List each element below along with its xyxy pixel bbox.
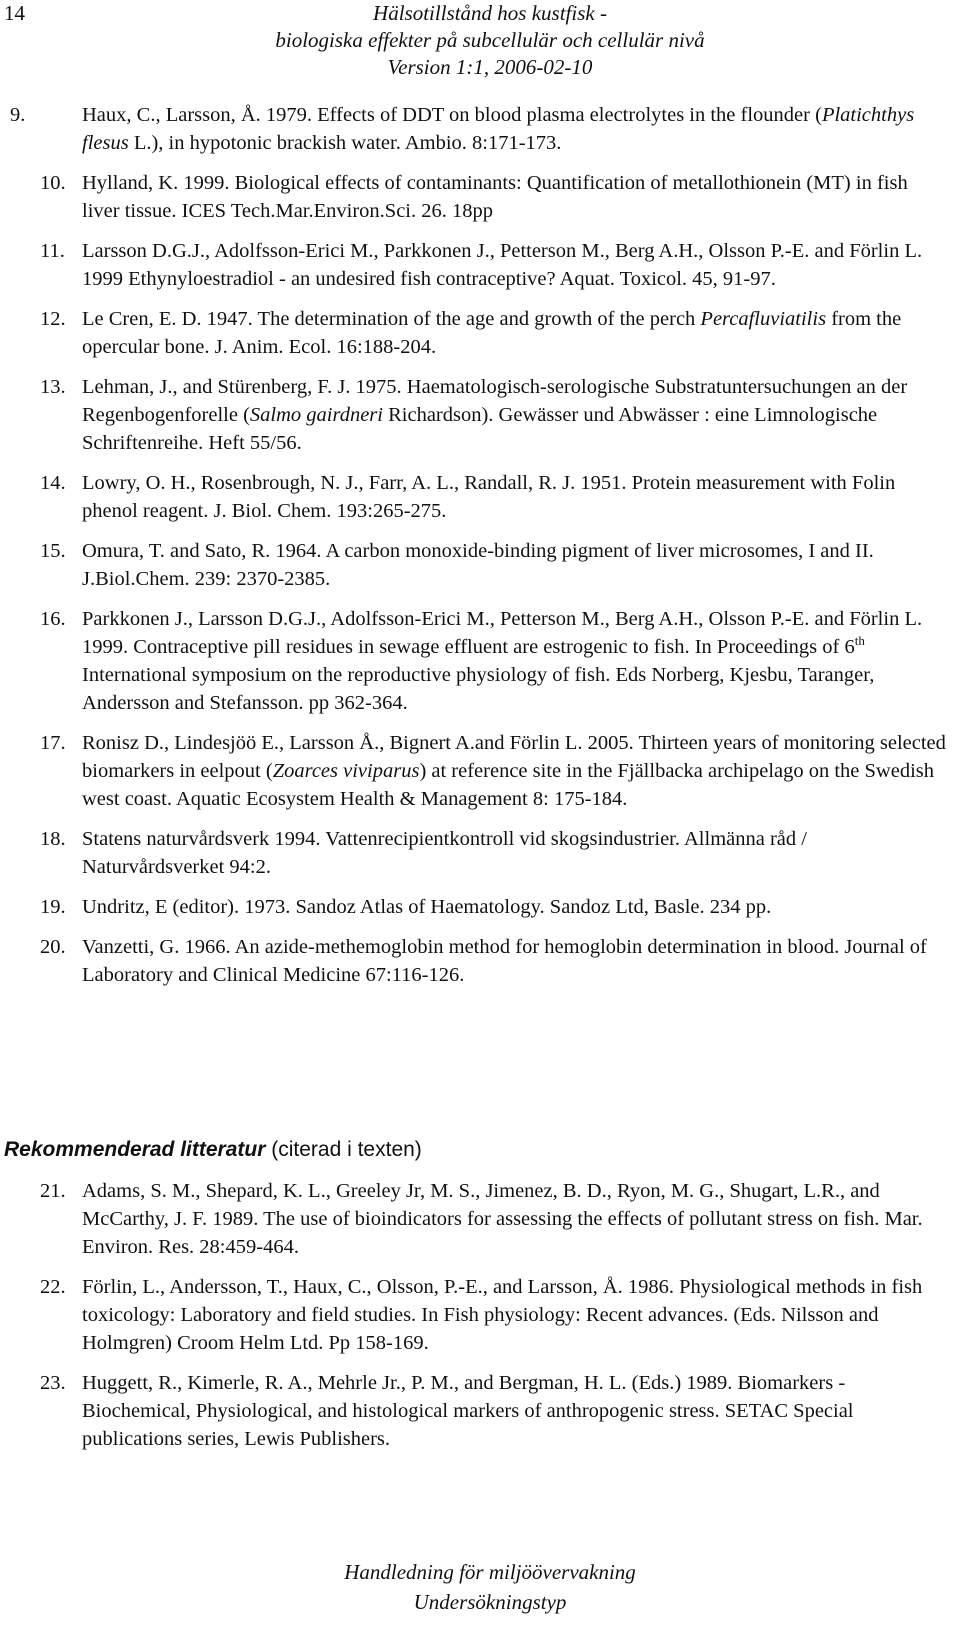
reference-item xyxy=(0,169,950,225)
header-title: Hälsotillstånd hos kustfisk - xyxy=(373,1,607,25)
reference-text: Lowry, O. H., Rosenbrough, N. J., Farr, A. L., Randall, R. J. 1951. Protein measurement with Folin phenol reagent. J. Biol. Chem. 193:265-275. xyxy=(82,472,896,522)
reference-item xyxy=(0,469,950,525)
reference-text: Förlin, L., Andersson, T., Haux, C., Olsson, P.-E., and Larsson, Å. 1986. Physiological methods in fish toxicology: Laboratory and field studies. In Fish physiology: Recent advances. (Eds. Nilsson and Holmgren) Croom Helm Ltd. Pp 158-169. xyxy=(82,1276,923,1354)
reference-number: 19. xyxy=(40,896,66,918)
reference-number: 20. xyxy=(40,936,66,958)
reference-number: 10. xyxy=(40,172,66,194)
section-heading-bold: Rekommenderad litteratur xyxy=(4,1138,266,1161)
footer-line-1: Handledning för miljöövervakning xyxy=(344,1560,636,1584)
reference-item xyxy=(0,1273,950,1357)
reference-item xyxy=(0,729,950,813)
reference-text: Parkkonen J., Larsson D.G.J., Adolfsson-Erici M., Petterson M., Berg A.H., Olsson P.-E. and Förlin L. 1999. Contraceptive pill residues in sewage effluent are estrogenic to fish. In Proceedings of 6th International symposium on the reproductive physiology of fish. Eds Norberg, Kjesbu, Taranger, Andersson and Stefansson. pp 362-364. xyxy=(82,608,923,714)
reference-list xyxy=(0,101,950,989)
header-subtitle: biologiska effekter på subcellulär och cellulär nivå xyxy=(275,28,705,52)
reference-number: 21. xyxy=(40,1180,66,1202)
reference-item xyxy=(0,825,950,881)
reference-number: 13. xyxy=(40,376,66,398)
footer-line-2: Undersökningstyp xyxy=(413,1590,567,1614)
page-number: 14 xyxy=(4,1,25,25)
reference-number: 15. xyxy=(40,540,66,562)
reference-item xyxy=(0,893,950,921)
reference-number: 16. xyxy=(40,608,66,630)
reference-text: Hylland, K. 1999. Biological effects of contaminants: Quantification of metallothionein (MT) in fish liver tissue. ICES Tech.Mar.Environ.Sci. 26. 18pp xyxy=(82,172,908,222)
reference-item xyxy=(0,537,950,593)
reference-item xyxy=(0,933,950,989)
reference-item xyxy=(0,605,950,717)
reference-number: 11. xyxy=(40,240,65,262)
reference-number: 18. xyxy=(40,828,66,850)
reference-item xyxy=(0,1177,950,1261)
section-heading-rest: (citerad i texten) xyxy=(265,1138,422,1161)
reference-text: Le Cren, E. D. 1947. The determination of the age and growth of the perch Percafluviatilis from the opercular bone. J. Anim. Ecol. 16:188-204. xyxy=(82,308,902,358)
reference-text: Larsson D.G.J., Adolfsson-Erici M., Parkkonen J., Petterson M., Berg A.H., Olsson P.-E. and Förlin L. 1999 Ethynyloestradiol - an undesired fish contraceptive? Aquat. Toxicol. 45, 91-97. xyxy=(82,240,923,290)
reference-number: 9. xyxy=(10,104,26,126)
reference-text: Statens naturvårdsverk 1994. Vattenrecipientkontroll vid skogsindustrier. Allmänna råd / Naturvårdsverket 94:2. xyxy=(82,828,807,878)
header-version: Version 1:1, 2006-02-10 xyxy=(387,55,593,79)
reference-item xyxy=(0,305,950,361)
reference-text: Vanzetti, G. 1966. An azide-methemoglobin method for hemoglobin determination in blood. Journal of Laboratory and Clinical Medicine 67:116-126. xyxy=(82,936,927,986)
reference-text: Omura, T. and Sato, R. 1964. A carbon monoxide-binding pigment of liver microsomes, I and II. J.Biol.Chem. 239: 2370-2385. xyxy=(82,540,874,590)
reference-number: 22. xyxy=(40,1276,66,1298)
page-header xyxy=(260,0,720,81)
reference-item xyxy=(0,101,950,157)
reference-text: Adams, S. M., Shepard, K. L., Greeley Jr, M. S., Jimenez, B. D., Ryon, M. G., Shugart, L.R., and McCarthy, J. F. 1989. The use of bioindicators for assessing the effects of pollutant stress on fish. Mar. Environ. Res. 28:459-464. xyxy=(82,1180,923,1258)
reference-text: Huggett, R., Kimerle, R. A., Mehrle Jr., P. M., and Bergman, H. L. (Eds.) 1989. Biomarkers - Biochemical, Physiological, and histological markers of anthropogenic stress. SETAC Special publications series, Lewis Publishers. xyxy=(82,1372,854,1450)
reference-item xyxy=(0,237,950,293)
reference-number: 23. xyxy=(40,1372,66,1394)
reference-text: Lehman, J., and Stürenberg, F. J. 1975. Haematologisch-serologische Substratuntersuchungen an der Regenbogenforelle (Salmo gairdneri Richardson). Gewässer und Abwässer : eine Limnologische Schriftenreihe. Heft 55/56. xyxy=(82,376,908,454)
reference-item xyxy=(0,373,950,457)
reference-number: 14. xyxy=(40,472,66,494)
section-heading xyxy=(4,1136,422,1164)
reference-number: 12. xyxy=(40,308,66,330)
reference-text: Haux, C., Larsson, Å. 1979. Effects of DDT on blood plasma electrolytes in the flounder (Platichthys flesus L.), in hypotonic brackish water. Ambio. 8:171-173. xyxy=(82,104,915,154)
reference-item xyxy=(0,1369,950,1453)
reference-number: 17. xyxy=(40,732,66,754)
reference-text: Ronisz D., Lindesjöö E., Larsson Å., Bignert A.and Förlin L. 2005. Thirteen years of monitoring selected biomarkers in eelpout (Zoarces viviparus) at reference site in the Fjällbacka archipelago on the Swedish west coast. Aquatic Ecosystem Health & Management 8: 175-184. xyxy=(82,732,946,810)
page-footer xyxy=(260,1557,720,1617)
reference-text: Undritz, E (editor). 1973. Sandoz Atlas of Haematology. Sandoz Ltd, Basle. 234 pp. xyxy=(82,896,772,918)
recommended-reference-list xyxy=(0,1177,950,1453)
